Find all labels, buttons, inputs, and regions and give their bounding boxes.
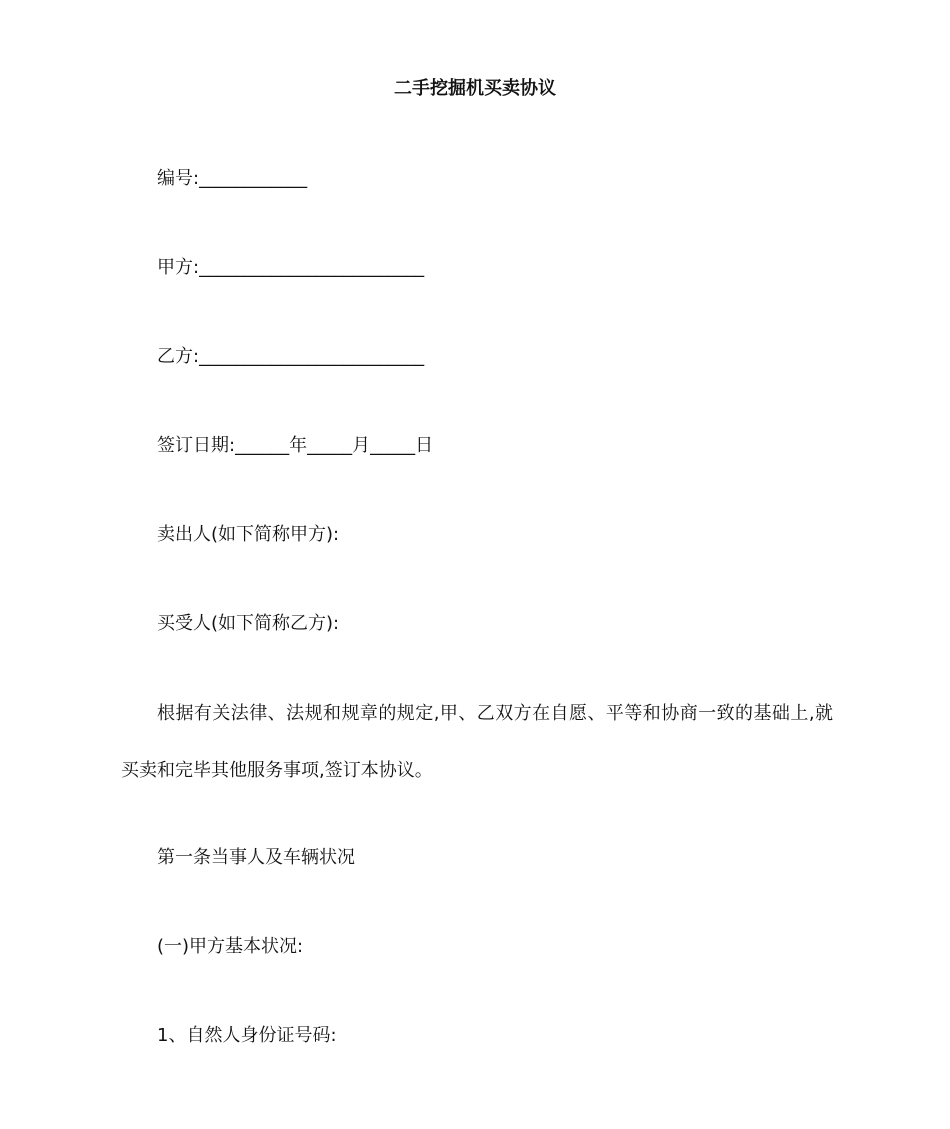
buyer-line: 买受人(如下简称乙方): — [157, 613, 340, 634]
contract-number-line: 编号:____________ — [157, 168, 308, 189]
seller-line: 卖出人(如下简称甲方): — [157, 524, 340, 545]
section-1-heading: (一)甲方基本状况: — [157, 936, 304, 957]
item-1-line: 1、自然人身份证号码: — [157, 1025, 337, 1046]
party-a-line: 甲方:_________________________ — [157, 257, 425, 278]
document-title: 二手挖掘机买卖协议 — [394, 78, 556, 99]
party-b-line: 乙方:_________________________ — [157, 346, 425, 367]
preamble-paragraph: 根据有关法律、法规和规章的规定,甲、乙双方在自愿、平等和协商一致的基础上,就买卖和完毕其他服务事项,签订本协议。 — [121, 703, 833, 781]
article-1-heading: 第一条当事人及车辆状况 — [157, 847, 355, 868]
sign-date-line: 签订日期:______年_____月_____日 — [157, 435, 434, 456]
